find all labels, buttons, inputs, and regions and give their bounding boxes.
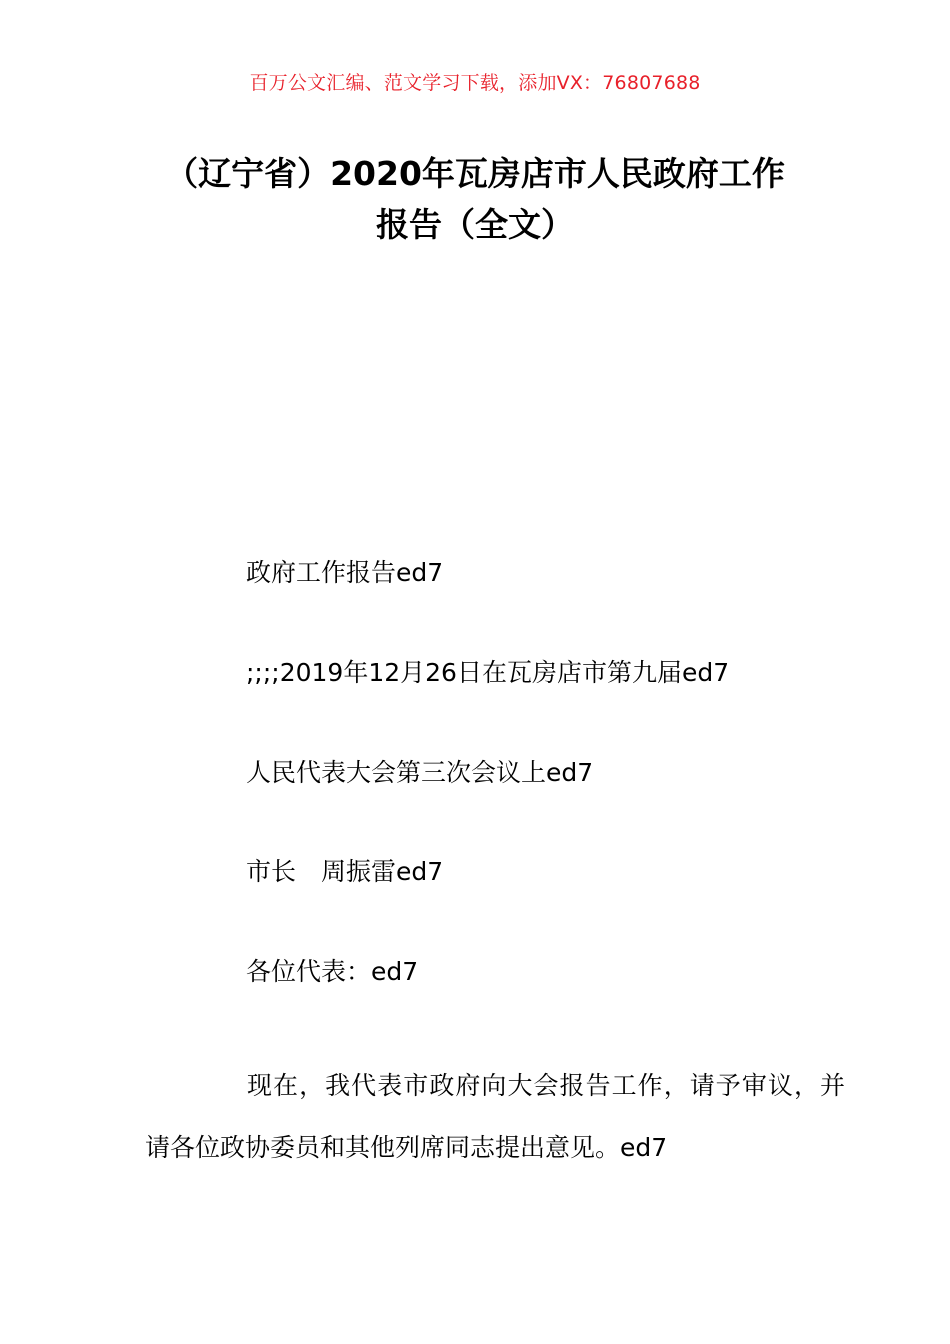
report-label: 政府工作报告ed7 bbox=[246, 558, 444, 587]
header-watermark-note: 百万公文汇编、范文学习下载，添加VX：76807688 bbox=[249, 72, 701, 94]
opening-paragraph: 现在，我代表市政府向大会报告工作，请予审议，并请各位政协委员和其他列席同志提出意见。ed7 bbox=[145, 1071, 845, 1162]
salutation-line: 各位代表：ed7 bbox=[246, 957, 419, 986]
date-venue-line: ;;;;2019年12月26日在瓦房店市第九届ed7 bbox=[246, 658, 730, 687]
meeting-line: 人民代表大会第三次会议上ed7 bbox=[246, 758, 594, 787]
title-line-2: 报告（全文） bbox=[376, 205, 574, 244]
title-line-1: （辽宁省）2020年瓦房店市人民政府工作 bbox=[165, 154, 785, 193]
document-title bbox=[120, 148, 830, 250]
speaker-line: 市长 周振雷ed7 bbox=[246, 857, 444, 886]
